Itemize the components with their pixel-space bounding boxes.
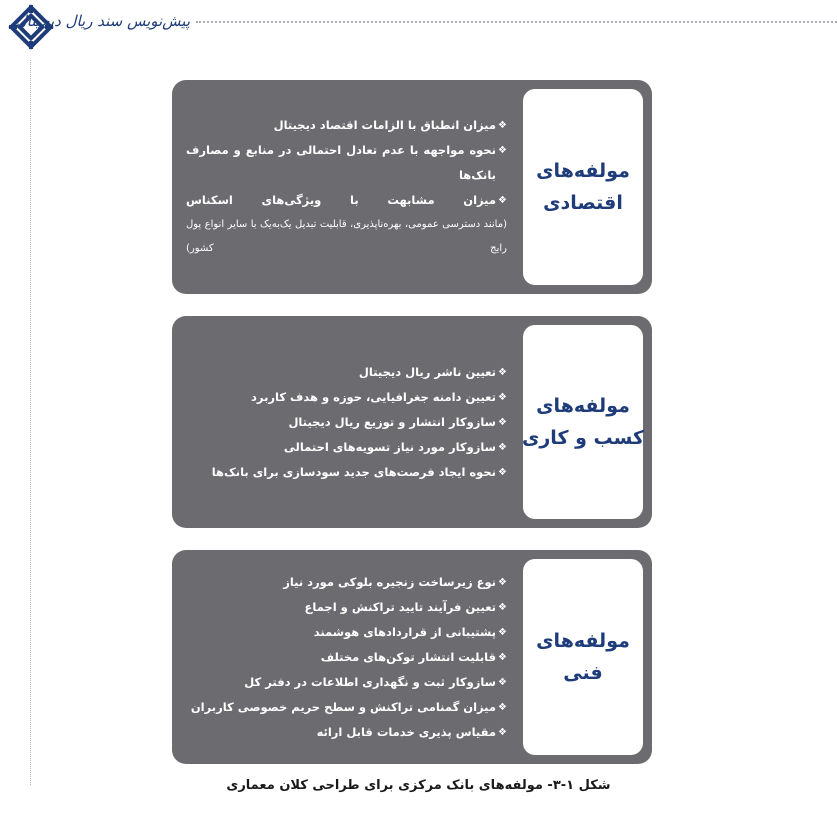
list-item: ❖ مقیاس پذیری خدمات قابل ارائه	[186, 720, 507, 745]
card-label-line: فنی	[563, 662, 603, 684]
card-items	[186, 550, 507, 764]
page-header	[0, 0, 837, 60]
card-items	[186, 316, 507, 528]
list-item: ❖ میزان انطباق با الزامات اقتصاد دیجیتال	[186, 113, 507, 138]
list-item-note: (مانند دسترسی عمومی، بهره‌ناپذیری، قابلیت تبدیل یک‌به‌یک با سایر انواع پول رایج کشور)	[186, 219, 507, 254]
card-label	[523, 89, 643, 285]
list-item: ❖ سازوکار مورد نیاز تسویه‌های احتمالی	[186, 435, 507, 460]
card-label-line: مولفه‌های	[536, 395, 630, 417]
card-label-line: کسب و کاری	[521, 427, 645, 449]
business-components-card	[172, 316, 652, 528]
margin-divider	[30, 60, 31, 785]
list-item: ❖ پشتیبانی از قراردادهای هوشمند	[186, 620, 507, 645]
list-item: ❖ قابلیت انتشار توکن‌های مختلف	[186, 645, 507, 670]
technical-components-card	[172, 550, 652, 764]
card-items	[186, 80, 507, 294]
diamond-bullet-icon: ❖	[498, 391, 507, 403]
card-label-line: مولفه‌های	[536, 160, 630, 182]
diamond-bullet-icon: ❖	[498, 701, 507, 713]
diamond-bullet-icon: ❖	[498, 676, 507, 688]
list-item: ❖ میزان گمنامی تراکنش و سطح حریم خصوصی کاربران	[186, 695, 507, 720]
diamond-bullet-icon: ❖	[498, 145, 507, 156]
figure-caption: شکل ۱-۳- مولفه‌های بانک مرکزی برای طراحی کلان معماری	[226, 778, 611, 793]
diamond-bullet-icon: ❖	[498, 366, 507, 378]
diamond-bullet-icon: ❖	[498, 626, 507, 638]
list-item: ❖ تعیین فرآیند تایید تراکنش و اجماع	[186, 595, 507, 620]
diamond-bullet-icon: ❖	[498, 726, 507, 738]
diamond-bullet-icon: ❖	[498, 466, 507, 478]
header-title: پیش‌نویس سند ریال دیجیتال	[15, 12, 190, 30]
diamond-bullet-icon: ❖	[498, 120, 507, 131]
list-item: ❖ سازوکار انتشار و توزیع ریال دیجیتال	[186, 410, 507, 435]
card-label	[523, 559, 643, 755]
economic-components-card	[172, 80, 652, 294]
card-label-line: اقتصادی	[543, 192, 623, 214]
list-item: ❖ سازوکار ثبت و نگهداری اطلاعات در دفتر کل	[186, 670, 507, 695]
card-label	[523, 325, 643, 519]
diamond-bullet-icon: ❖	[498, 576, 507, 588]
list-item: ❖ تعیین دامنه جغرافیایی، حوزه و هدف کاربرد	[186, 385, 507, 410]
list-item: ❖ میزان مشابهت با ویژگی‌های اسکناس	[186, 188, 507, 213]
list-item: ❖ نحوه مواجهه با عدم تعادل احتمالی در منابع و مصارف بانک‌ها	[186, 138, 507, 188]
diamond-bullet-icon: ❖	[498, 441, 507, 453]
diamond-bullet-icon: ❖	[498, 601, 507, 613]
diamond-bullet-icon: ❖	[498, 651, 507, 663]
list-item: ❖ نحوه ایجاد فرصت‌های جدید سودسازی برای بانک‌ها	[186, 460, 507, 485]
diamond-bullet-icon: ❖	[498, 416, 507, 428]
list-item: ❖ تعیین ناشر ریال دیجیتال	[186, 360, 507, 385]
header-divider	[196, 21, 837, 23]
diamond-bullet-icon: ❖	[498, 195, 507, 206]
card-label-line: مولفه‌های	[536, 630, 630, 652]
list-item: ❖ نوع زیرساخت زنجیره بلوکی مورد نیاز	[186, 570, 507, 595]
